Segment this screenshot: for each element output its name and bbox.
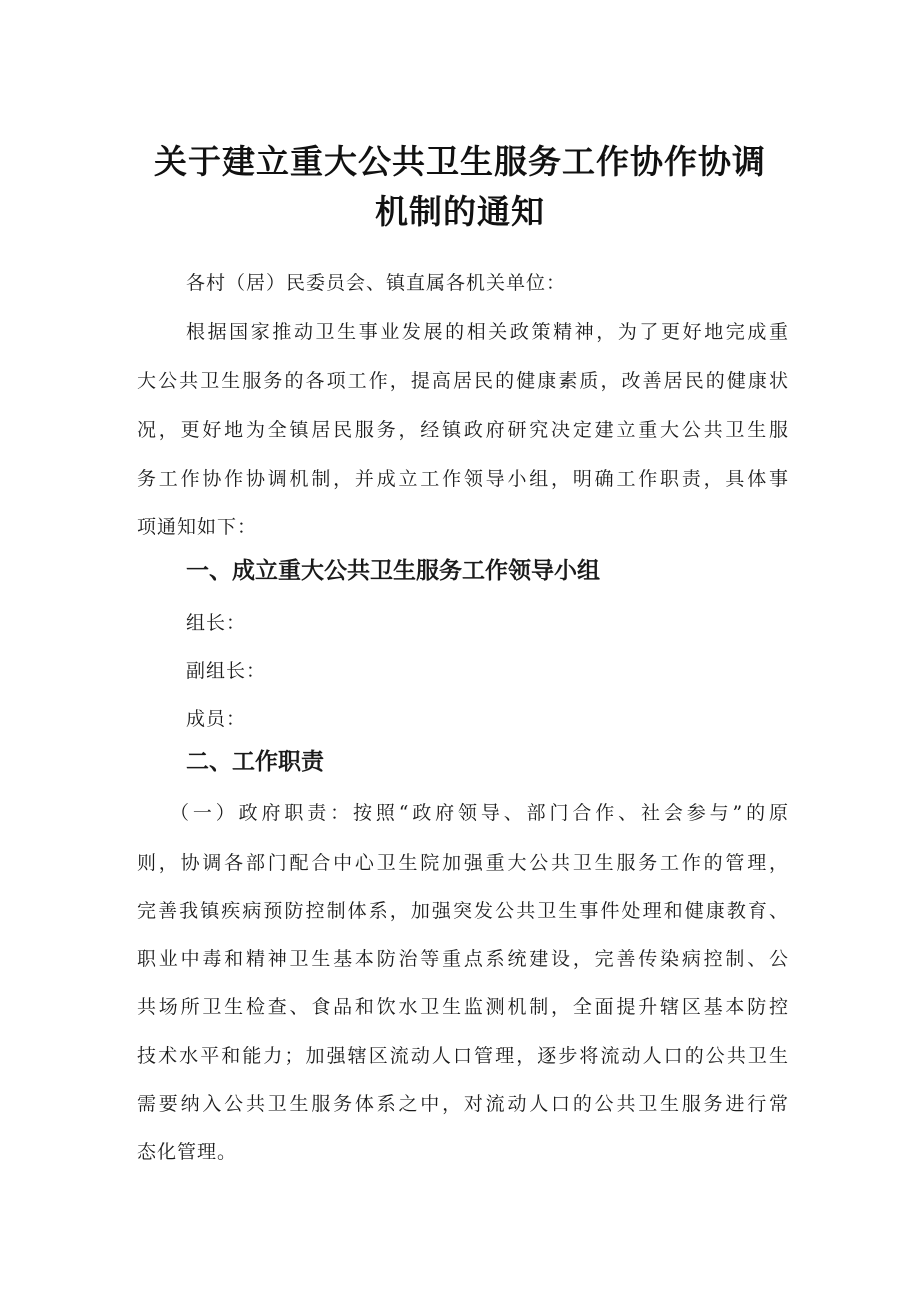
deputy-leader-label: 副组长：	[186, 660, 267, 682]
duty-line-3: 完善我镇疾病预防控制体系，加强突发公共卫生事件处理和健康教育、	[137, 900, 789, 922]
intro-line-2: 大公共卫生服务的各项工作，提高居民的健康素质，改善居民的健康状	[137, 370, 789, 392]
section-2-heading: 二、工作职责	[186, 749, 324, 775]
intro-line-1: 根据国家推动卫生事业发展的相关政策精神，为了更好地完成重	[186, 321, 789, 343]
duty-line-2: 则，协调各部门配合中心卫生院加强重大公共卫生服务工作的管理，	[137, 852, 789, 874]
intro-line-5: 项通知如下：	[137, 516, 258, 538]
leader-label: 组长：	[186, 612, 247, 634]
members-label: 成员：	[186, 708, 247, 730]
duty-line-4: 职业中毒和精神卫生基本防治等重点系统建设，完善传染病控制、公	[137, 948, 789, 970]
intro-line-3: 况，更好地为全镇居民服务，经镇政府研究决定建立重大公共卫生服	[137, 419, 789, 441]
document-title-line-1: 关于建立重大公共卫生服务工作协作协调	[154, 142, 766, 181]
section-1-heading: 一、成立重大公共卫生服务工作领导小组	[186, 558, 600, 584]
intro-line-4: 务工作协作协调机制，并成立工作领导小组，明确工作职责，具体事	[137, 468, 789, 490]
duty-line-6: 技术水平和能力；加强辖区流动人口管理，逐步将流动人口的公共卫生	[137, 1045, 789, 1067]
salutation: 各村（居）民委员会、镇直属各机关单位：	[186, 272, 567, 294]
document-title-line-2: 机制的通知	[375, 192, 545, 231]
duty-line-7: 需要纳入公共卫生服务体系之中，对流动人口的公共卫生服务进行常	[137, 1093, 789, 1115]
duty-line-5: 共场所卫生检查、食品和饮水卫生监测机制，全面提升辖区基本防控	[137, 996, 789, 1018]
duty-line-8: 态化管理。	[137, 1141, 238, 1163]
duty-line-1: （一）政府职责：按照“政府领导、部门合作、社会参与”的原	[170, 802, 789, 824]
